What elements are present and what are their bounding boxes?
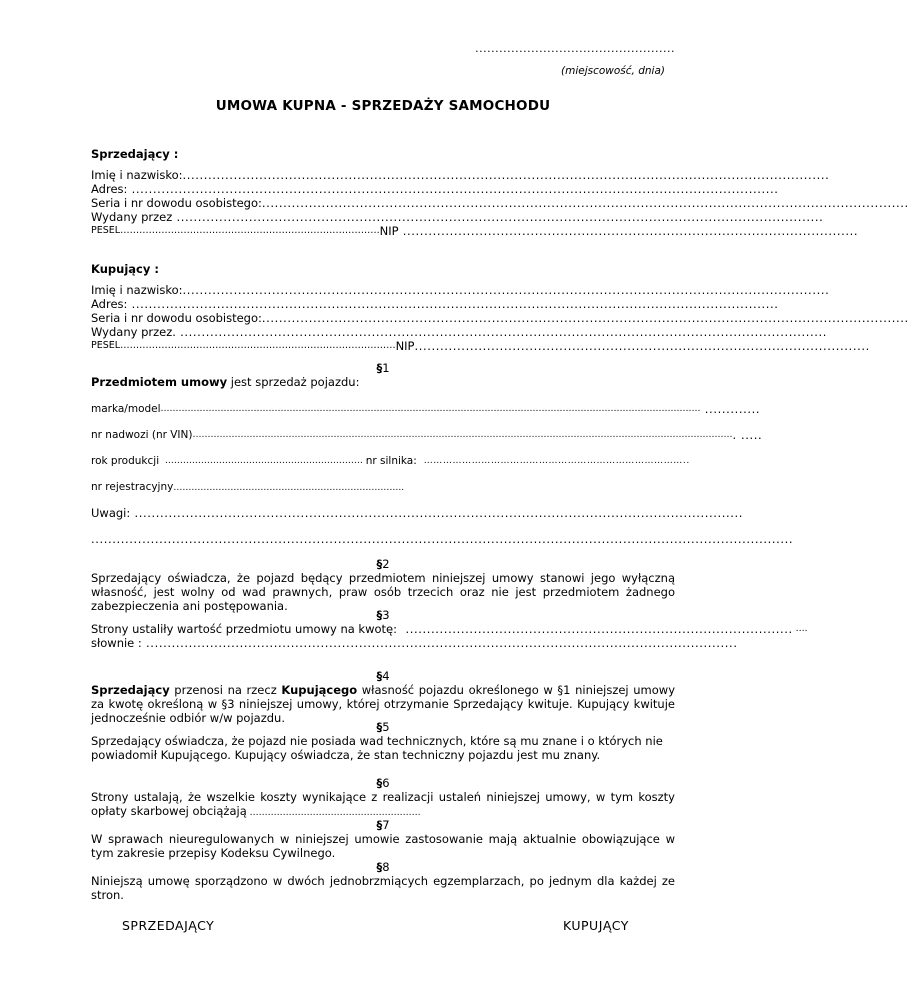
- section-number: 6: [382, 776, 390, 790]
- seller-nip-label: NIP: [379, 224, 399, 238]
- notes-field: [91, 506, 744, 520]
- seller-name-field: [91, 168, 830, 182]
- section-4-text-part1: przenosi na rzecz: [169, 683, 282, 697]
- seller-address-field: [91, 182, 779, 196]
- buyer-id-field: [91, 311, 909, 325]
- buyer-address-label: Adres:: [91, 297, 128, 311]
- section-6-blank: …………………………………………………: [246, 808, 421, 818]
- price-words-blank: ...........................................................................................................................................: [141, 636, 738, 650]
- price-label: Strony ustaliły wartość przedmiotu umowy na kwotę:: [91, 622, 397, 636]
- section-1-lead: [91, 375, 359, 389]
- buyer-name-field: [91, 283, 830, 297]
- seller-pesel-nip-field: [91, 224, 859, 238]
- seller-issued-label: Wydany przez: [91, 210, 173, 224]
- subject-text: jest sprzedaż pojazdu:: [227, 375, 360, 389]
- document-title: UMOWA KUPNA - SPRZEDAŻY SAMOCHODU: [215, 98, 551, 114]
- buyer-nip-blank: ...........................................................................................................: [414, 339, 870, 353]
- buyer-name-label: Imię i nazwisko:: [91, 283, 183, 297]
- buyer-pesel-label: PESEL: [91, 340, 121, 351]
- brand-model-blank-tail: .............: [700, 402, 761, 416]
- buyer-issued-label: Wydany przez.: [91, 325, 176, 339]
- seller-id-field: [91, 196, 909, 210]
- section-2-heading: [91, 557, 675, 571]
- section-mark: §: [376, 669, 383, 683]
- seller-address-label: Adres:: [91, 182, 128, 196]
- year-label: rok produkcji: [91, 455, 160, 467]
- year-engine-field: [91, 454, 690, 468]
- price-field: [91, 622, 808, 636]
- seller-nip-blank: ...........................................................................................................: [398, 224, 859, 238]
- section-number: 4: [382, 669, 390, 683]
- year-blank: …………………………………………………………: [159, 456, 366, 466]
- buyer-address-field: [91, 297, 779, 311]
- seller-pesel-blank: ……………………………………………………………………….: [120, 225, 380, 236]
- brand-model-label: marka/model: [91, 403, 161, 415]
- subject-label: Przedmiotem umowy: [91, 375, 228, 389]
- seller-name-blank: ........................................................................................................................................................: [182, 168, 830, 182]
- buyer-pesel-nip-field: [91, 339, 870, 353]
- section-4-text: [91, 683, 675, 725]
- buyer-id-blank: ........................................................................................................................................................: [261, 311, 909, 325]
- section-6-heading: [91, 776, 675, 790]
- section-8-text: Niniejszą umowę sporządzono w dwóch jednobrzmiących egzemplarzach, po jednym dla każdej ze stron.: [91, 874, 675, 902]
- place-date-caption: (miejscowość, dnia): [561, 65, 665, 77]
- buyer-nip-label: NIP: [395, 339, 415, 353]
- section-number: 2: [382, 557, 390, 571]
- price-words-label: słownie :: [91, 636, 142, 650]
- vin-blank-tail: . .....: [732, 428, 763, 442]
- section-number: 1: [382, 361, 390, 375]
- seller-pesel-label: PESEL: [91, 225, 121, 236]
- seller-term: Sprzedający: [91, 683, 170, 697]
- vin-label: nr nadwozi (nr VIN): [91, 429, 193, 441]
- section-4-text-part2: własność pojazdu określonego w §1 niniejszej umowy za kwotę określoną w §3 niniejszej umowy, której otrzymanie Sprzedający kwituje. Kupujący kwituje jednocześnie odbiór w/w pojazdu.: [91, 683, 675, 725]
- seller-heading: Sprzedający :: [91, 147, 179, 161]
- price-blank: ...........................................................................................: [397, 622, 793, 636]
- buyer-pesel-blank: ……………………………………………………………………………: [120, 340, 396, 351]
- section-number: 8: [382, 860, 390, 874]
- seller-issued-blank: ........................................................................................................................................................: [172, 210, 824, 224]
- brand-model-field: [91, 402, 761, 416]
- vin-blank: ………………………………………………………………………………………………………………………………………………………………: [192, 430, 733, 440]
- section-number: 3: [382, 608, 390, 622]
- section-mark: §: [376, 361, 383, 375]
- buyer-term: Kupującego: [281, 683, 358, 697]
- notes-label: Uwagi:: [91, 506, 131, 520]
- engine-label: nr silnika:: [365, 455, 417, 467]
- section-mark: §: [376, 720, 383, 734]
- section-number: 5: [382, 720, 390, 734]
- section-7-text: W sprawach nieuregulowanych w niniejszej umowie zastosowanie mają aktualnie obowiązujące w tym zakresie przepisy Kodeksu Cywilnego.: [91, 832, 675, 860]
- seller-id-blank: ........................................................................................................................................................: [261, 196, 909, 210]
- buyer-signature-label: KUPUJĄCY: [563, 918, 629, 933]
- seller-issued-field: [91, 210, 824, 224]
- section-mark: §: [376, 818, 383, 832]
- engine-blank: ………………………………………………………………………..: [416, 456, 690, 466]
- buyer-address-blank: ........................................................................................................................................................: [127, 297, 779, 311]
- registration-field: [91, 480, 404, 495]
- section-7-heading: [91, 818, 675, 832]
- contract-page: [91, 0, 909, 994]
- section-5-heading: [91, 720, 675, 734]
- price-blank-tail: ….: [792, 624, 808, 634]
- section-mark: §: [376, 608, 383, 622]
- buyer-issued-blank: ........................................................................................................................................................: [175, 325, 827, 339]
- section-1-heading: [91, 361, 675, 375]
- section-mark: §: [376, 860, 383, 874]
- section-5-line-2: powiadomił Kupującego. Kupujący oświadcza, że stan techniczny pojazdu jest mu znany.: [91, 748, 601, 762]
- notes-continuation-blank: .....................................................................................................................................................................: [91, 532, 794, 546]
- buyer-heading: Kupujący :: [91, 262, 159, 276]
- brand-model-blank: ………………………………………………………………………………………………………………………………………………………………: [160, 404, 701, 414]
- section-5-line-1: Sprzedający oświadcza, że pojazd nie posiada wad technicznych, które są mu znane i o których nie: [91, 734, 663, 748]
- price-words-field: [91, 636, 738, 650]
- seller-name-label: Imię i nazwisko:: [91, 168, 183, 182]
- section-mark: §: [376, 557, 383, 571]
- section-4-heading: [91, 669, 675, 683]
- vin-field: [91, 428, 763, 442]
- section-6-text-body: Strony ustalają, że wszelkie koszty wynikające z realizacji ustaleń niniejszej umowy, w tym koszty opłaty skarbowej obciążają: [91, 790, 675, 818]
- section-6-text: [91, 790, 675, 820]
- registration-blank: …………………………………………………………………..: [173, 483, 405, 493]
- section-mark: §: [376, 776, 383, 790]
- place-date-line: ..................................................: [475, 42, 675, 55]
- section-3-heading: [91, 608, 675, 622]
- seller-address-blank: ........................................................................................................................................................: [127, 182, 779, 196]
- buyer-name-blank: ........................................................................................................................................................: [182, 283, 830, 297]
- section-2-text: Sprzedający oświadcza, że pojazd będący przedmiotem niniejszej umowy stanowi jego wyłączną własność, jest wolny od wad prawnych, praw osób trzecich oraz nie jest przedmiotem żadnego zabezpieczenia ani postępowania.: [91, 571, 675, 613]
- seller-id-label: Seria i nr dowodu osobistego:: [91, 196, 262, 210]
- seller-signature-label: SPRZEDAJĄCY: [122, 918, 215, 933]
- section-number: 7: [382, 818, 390, 832]
- buyer-id-label: Seria i nr dowodu osobistego:: [91, 311, 262, 325]
- notes-continuation-field: [91, 532, 794, 546]
- registration-label: nr rejestracyjny: [91, 481, 174, 493]
- notes-blank: ...............................................................................................................................................: [130, 506, 744, 520]
- section-8-heading: [91, 860, 675, 874]
- buyer-issued-field: [91, 325, 827, 339]
